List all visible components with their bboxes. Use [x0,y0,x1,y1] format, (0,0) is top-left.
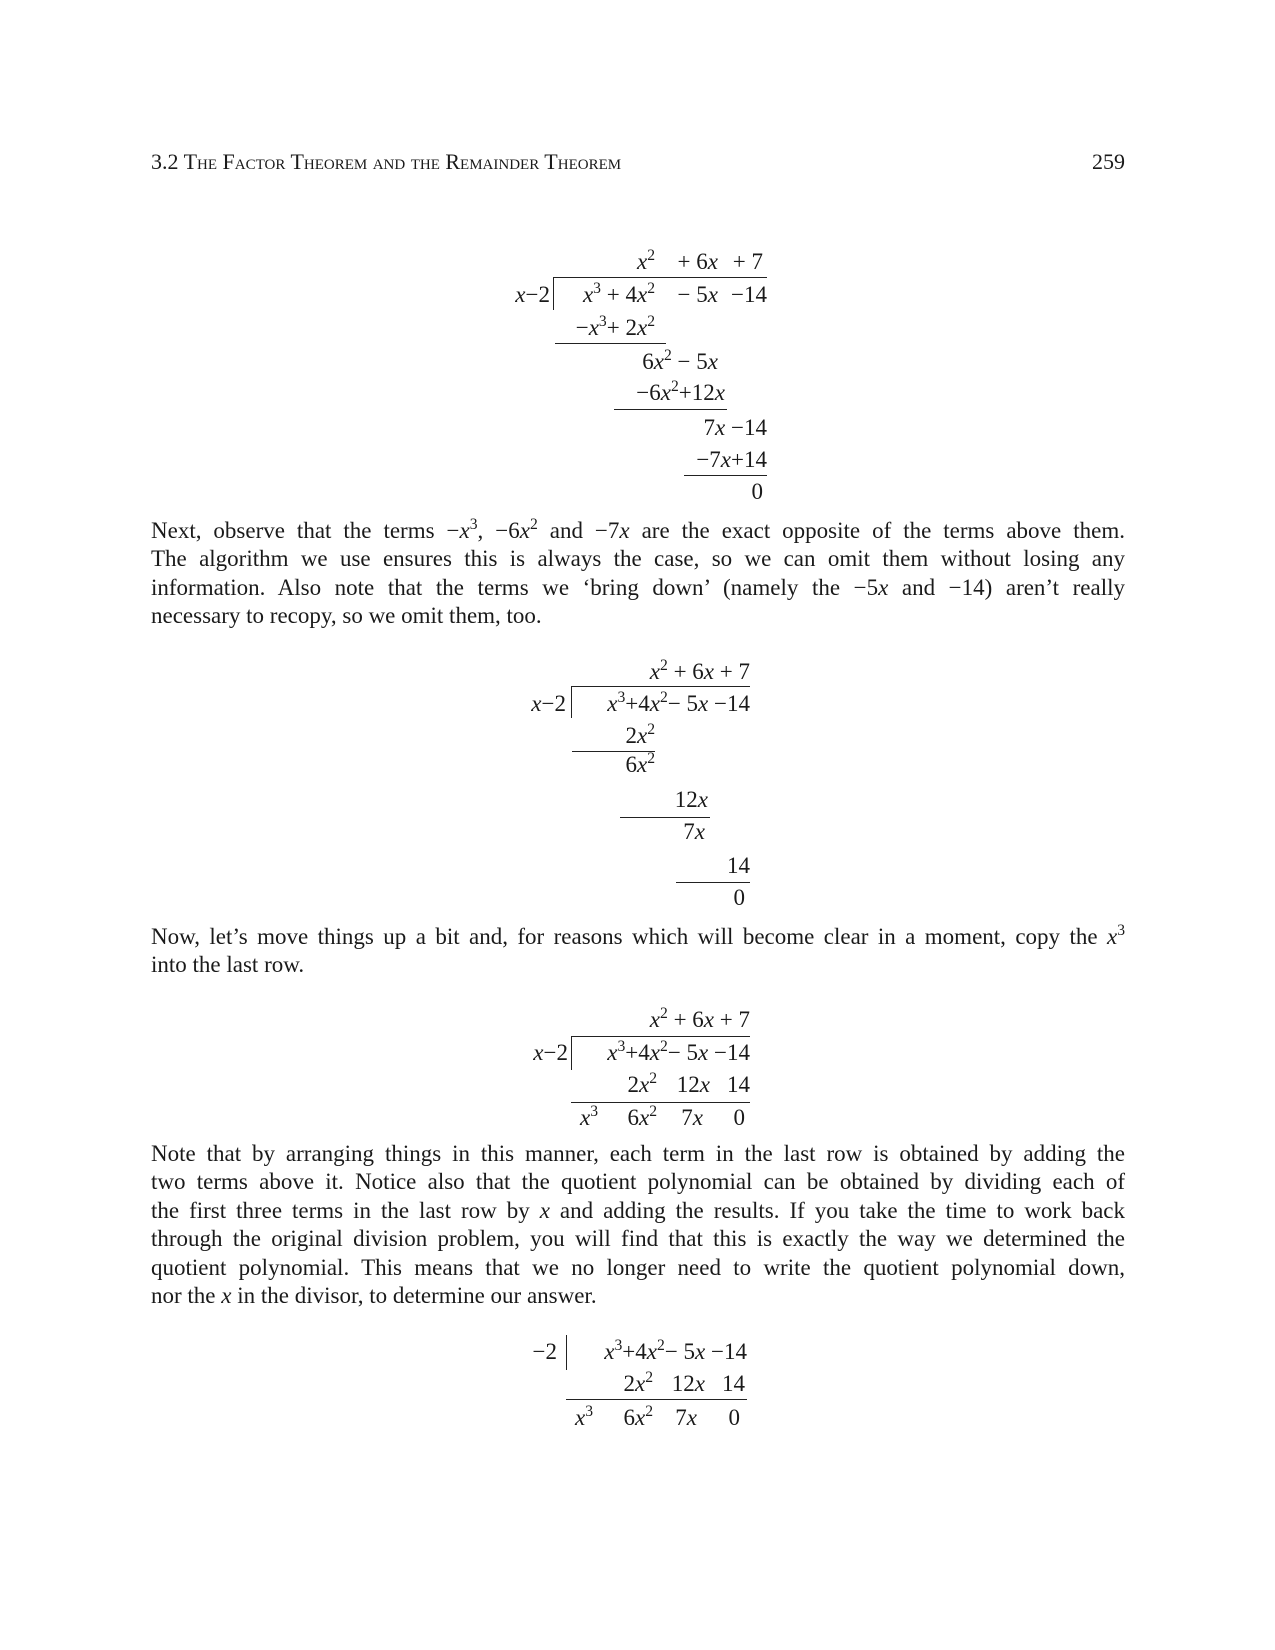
dividend-term: −14 [731,282,767,307]
text-line: through the original division problem, you will find that this is exactly the way we determined the [151,1226,1125,1252]
synthetic-bar [566,1335,567,1370]
dividend: $x^3+4x^2- 5x -14$ [607,1038,750,1065]
quotient: $x^2 + 6x + 7$ [649,1005,750,1032]
last-row-term: $x^3$ [579,1103,598,1130]
dividend: $x^3+4x^2- 5x -14$ [604,1337,747,1364]
step-row: −7x+14 [696,447,767,472]
text-line: necessary to recopy, so we omit them, too. [151,603,542,629]
text-line: nor the x in the divisor, to determine our answer. [151,1282,597,1308]
text-line: the first three terms in the last row by x and adding the results. If you take the time to work back [151,1197,1125,1223]
paragraph [151,923,1125,980]
page-number: 259 [1092,149,1125,174]
text-line: Note that by arranging things in this manner, each term in the last row is obtained by adding the [151,1141,1125,1166]
step-term: $2x^2$ [625,721,655,748]
middle-term: 12x [671,1371,705,1396]
middle-term: $2x^2$ [623,1369,653,1396]
quotient: $x^2 + 6x + 7$ [649,657,750,684]
division-bracket-top [553,277,767,278]
divisor: x−2 [533,1040,568,1065]
divisor: −2 [532,1339,557,1364]
step-row: $-x^3+ 2x^2$ [575,313,655,340]
step-row: $6x^2 - 5x$ [642,347,718,374]
division-bracket-top [571,1036,750,1037]
middle-term: 14 [722,1371,745,1396]
step-term: 12x [674,787,708,812]
division-bracket-side [571,1036,572,1070]
step-row: 7x −14 [703,415,767,440]
step-term: $6x^2$ [625,750,655,777]
subtraction-line [555,343,666,344]
middle-term: 14 [727,1072,750,1097]
subtraction-line [676,882,750,883]
sum-line [566,1399,747,1400]
quotient-term: $x^2$ [636,247,655,274]
divisor: x−2 [515,282,550,307]
text-line: into the last row. [151,952,305,978]
subtraction-line [684,475,767,476]
last-row-term: 7x [681,1105,703,1130]
last-row-term: $6x^2$ [623,1403,653,1430]
step-term: 7x [683,819,705,844]
quotient-term: + 6x [677,249,718,274]
division-bracket-top [571,686,750,687]
subtraction-line [620,817,710,818]
text-line: two terms above it. Notice also that the quotient polynomial can be obtained by dividing each of [151,1169,1125,1195]
paragraph [151,517,1125,631]
quotient-term: + 7 [732,249,763,274]
running-header: 3.2 The Factor Theorem and the Remainder Theorem [151,149,622,174]
division-bracket-side [571,686,572,718]
last-row-term: 0 [733,1105,745,1130]
dividend-term: $x^3 + 4x^2$ [582,280,655,307]
text-line: The algorithm we use ensures this is always the case, so we can omit them without losing any [151,546,1125,572]
text-line: Next, observe that the terms $-x^3$, $-6x^2$ and −7x are the exact opposite of the terms above them. [151,516,1125,543]
last-row-term: 7x [675,1405,697,1430]
last-row-term: $x^3$ [574,1403,593,1430]
dividend: $x^3+4x^2- 5x -14$ [607,689,750,716]
subtraction-line [614,409,727,410]
last-row-term: $6x^2$ [627,1103,657,1130]
middle-term: 12x [676,1072,710,1097]
divisor: x−2 [531,691,566,716]
text-line: information. Also note that the terms we ‘bring down’ (namely the −5x and −14) aren’t really [151,574,1125,600]
division-bracket-side [553,277,554,310]
remainder: 0 [733,885,745,910]
middle-term: $2x^2$ [627,1070,657,1097]
step-row: $-6x^2+12x$ [636,378,725,405]
dividend-term: − 5x [677,282,718,307]
text-line: Now, let’s move things up a bit and, for reasons which will become clear in a moment, copy the $x^3$ [151,922,1125,949]
paragraph [151,1140,1125,1310]
remainder: 0 [751,479,763,504]
text-line: quotient polynomial. This means that we no longer need to write the quotient polynomial down, [151,1254,1125,1280]
last-row-term: 0 [728,1405,740,1430]
step-term: 14 [727,853,750,878]
